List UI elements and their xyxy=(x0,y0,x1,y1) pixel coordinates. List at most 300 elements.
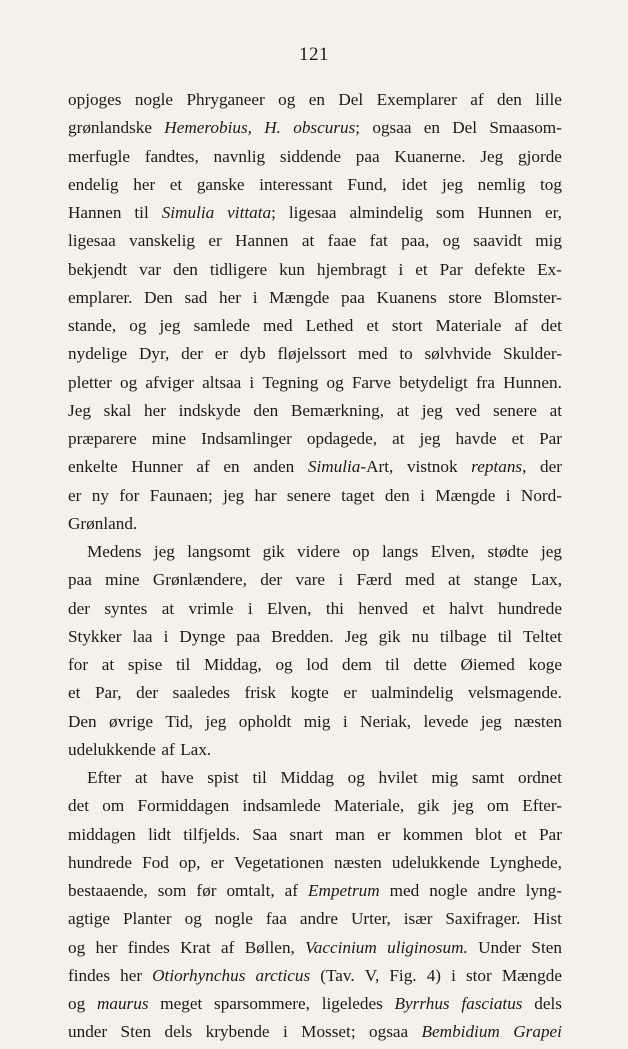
text-line xyxy=(68,397,562,425)
word xyxy=(293,114,360,142)
word: jeg xyxy=(540,542,562,561)
word: dyb xyxy=(239,344,266,364)
word: middagen xyxy=(68,824,136,844)
word: Krat xyxy=(180,937,211,957)
text-line xyxy=(68,86,562,114)
text-line xyxy=(68,651,562,679)
word: meget xyxy=(160,994,203,1013)
word: at xyxy=(301,231,315,251)
word: faae xyxy=(327,231,357,251)
word: velsmagende. xyxy=(467,683,562,703)
word: op xyxy=(352,542,370,561)
text-line xyxy=(68,792,562,820)
text-line xyxy=(68,171,562,199)
word: gik xyxy=(262,542,285,561)
word: Elven, xyxy=(430,542,476,561)
word: Formiddagen xyxy=(137,796,230,816)
italic-word: Grapei xyxy=(513,1022,562,1042)
word: vistnok xyxy=(406,457,458,477)
word: i xyxy=(282,1022,288,1042)
word: Phryganeer xyxy=(186,90,265,109)
word: af xyxy=(221,937,235,957)
word: det xyxy=(540,316,562,335)
word: om xyxy=(102,796,125,816)
word: afviger xyxy=(145,372,195,392)
word: lod xyxy=(306,655,329,674)
word: navnlig xyxy=(213,146,266,166)
word: Elven, xyxy=(267,598,312,618)
word: stande, xyxy=(68,316,117,335)
word: Middag, xyxy=(203,655,262,674)
word: og xyxy=(278,90,296,109)
word: Grønland. xyxy=(68,513,138,533)
word: Saa xyxy=(252,824,278,844)
word: jeg xyxy=(223,485,245,505)
word: med xyxy=(405,570,435,590)
word: kun xyxy=(279,259,305,279)
word: op, xyxy=(178,852,201,872)
word: paa xyxy=(236,626,261,646)
word: havde xyxy=(455,429,497,448)
word: mine xyxy=(151,429,187,448)
word: at xyxy=(101,655,115,674)
word: Hunner xyxy=(131,457,183,477)
word: langs xyxy=(382,542,419,561)
punctuation: ; xyxy=(271,203,276,222)
word: mig xyxy=(431,768,459,787)
word xyxy=(308,453,393,481)
punctuation: -Art, xyxy=(360,457,394,477)
word: jeg xyxy=(452,796,474,816)
word: Fod xyxy=(142,852,169,872)
word: Hist xyxy=(533,909,562,929)
word: gjorde xyxy=(518,146,562,166)
word: her xyxy=(95,937,118,957)
word: i xyxy=(338,570,344,590)
word: der xyxy=(540,457,562,477)
text-line xyxy=(68,708,562,736)
word: jeg xyxy=(159,316,181,335)
word: i xyxy=(342,711,348,731)
word: defekte xyxy=(474,259,526,279)
word: Lax, xyxy=(530,570,562,590)
word: ogsaa xyxy=(369,1022,409,1042)
word: dels xyxy=(534,994,562,1013)
word: til xyxy=(175,655,191,674)
text-line xyxy=(68,114,562,142)
word: og xyxy=(442,231,460,251)
word: Den xyxy=(68,711,97,731)
word: bestaaende, xyxy=(68,881,148,900)
word: mig xyxy=(303,711,331,731)
word: jeg xyxy=(419,429,441,448)
word: nogle xyxy=(214,909,253,929)
word xyxy=(308,877,380,905)
word: bekjendt xyxy=(68,259,128,279)
page-number: 121 xyxy=(299,44,329,65)
text-line xyxy=(68,764,562,792)
word: præparere xyxy=(68,429,137,448)
word: sølvhvide xyxy=(424,344,492,364)
word: og xyxy=(347,768,365,787)
italic-word: Byrrhus xyxy=(394,994,450,1013)
word: saaledes xyxy=(172,683,230,703)
word: ligeledes xyxy=(321,994,383,1013)
text-line xyxy=(68,538,562,566)
word: taget xyxy=(341,485,375,505)
word: der xyxy=(136,683,159,703)
word: og xyxy=(68,994,86,1013)
word: næsten xyxy=(514,711,562,731)
word: stort xyxy=(391,316,423,335)
word: at xyxy=(396,400,410,420)
word: omtalt, xyxy=(226,881,275,900)
word: Bredden. xyxy=(271,626,334,646)
word: for xyxy=(68,655,89,674)
word: opdagede, xyxy=(306,429,378,448)
word xyxy=(264,114,281,142)
word: Lethed xyxy=(305,316,354,335)
text-line xyxy=(68,1018,562,1046)
word: senere xyxy=(492,400,537,420)
word: Jeg xyxy=(68,400,91,420)
word: 4) xyxy=(426,965,442,985)
word: to xyxy=(399,344,413,364)
word: af xyxy=(196,457,210,477)
word: tidligere xyxy=(209,259,268,279)
word: det xyxy=(68,796,89,816)
word: et xyxy=(68,683,81,703)
word: et xyxy=(514,824,527,844)
word: og xyxy=(326,372,344,392)
word: at xyxy=(161,598,175,618)
word: fløjelssort xyxy=(277,344,347,364)
word: tilbage xyxy=(439,626,487,646)
word: under xyxy=(68,1022,108,1042)
text-line xyxy=(68,482,562,510)
word: for xyxy=(119,485,140,505)
word: næsten xyxy=(333,852,382,872)
word: Hannen xyxy=(68,203,122,222)
word: Faunaen; xyxy=(149,485,213,505)
word: et xyxy=(415,259,428,279)
word: den xyxy=(173,259,198,279)
word: Del xyxy=(338,90,364,109)
word: med xyxy=(357,344,388,364)
word: paa xyxy=(341,287,365,307)
word: dette xyxy=(413,655,447,674)
word: krybende xyxy=(205,1022,270,1042)
word: Par, xyxy=(94,683,122,703)
word: her xyxy=(133,174,156,194)
word: langsomt xyxy=(187,542,251,561)
word: Middag xyxy=(280,768,334,787)
italic-word: obscurus xyxy=(293,118,356,138)
word: der xyxy=(181,344,204,364)
word: have xyxy=(161,768,194,787)
text-line xyxy=(68,312,562,340)
word: og xyxy=(129,316,147,335)
text-line xyxy=(68,877,562,905)
word: stor xyxy=(465,965,492,985)
punctuation: ; xyxy=(355,118,361,138)
text-line xyxy=(68,227,562,255)
word: findes xyxy=(127,937,170,957)
word: Under xyxy=(478,937,522,957)
word: i xyxy=(398,259,404,279)
word: stødte xyxy=(487,542,529,561)
text-line xyxy=(68,934,562,962)
italic-word: H. xyxy=(264,118,281,138)
word: fandtes, xyxy=(144,146,199,166)
word: laa xyxy=(132,626,153,646)
word xyxy=(152,962,245,990)
text-line xyxy=(68,736,562,764)
word: videre xyxy=(297,542,340,561)
word: Mosset; xyxy=(301,1022,356,1042)
word: kogte xyxy=(290,683,329,703)
word xyxy=(513,1018,562,1046)
word xyxy=(227,199,276,227)
italic-word: Empetrum xyxy=(308,881,380,900)
word: grønlandske xyxy=(68,118,153,138)
word: Exemplarer xyxy=(376,90,457,109)
word: jeg xyxy=(153,542,175,561)
word xyxy=(422,1018,500,1046)
word: Lynghede, xyxy=(489,852,562,872)
word: jeg xyxy=(205,711,227,731)
word: anden xyxy=(253,457,295,477)
text-line xyxy=(68,340,562,368)
word: Sten xyxy=(120,1022,152,1042)
italic-word: fasciatus xyxy=(461,994,523,1013)
word: andre xyxy=(477,881,516,900)
word: en xyxy=(308,90,325,109)
word: øvrige xyxy=(109,711,153,731)
word: at xyxy=(135,768,148,787)
word: og xyxy=(120,372,138,392)
word: Grønlændere, xyxy=(152,570,247,590)
word: ligesaa xyxy=(288,203,337,222)
text-line xyxy=(68,425,562,453)
word: Vegetationen xyxy=(234,852,324,872)
text-line xyxy=(68,369,562,397)
word: Neriak, xyxy=(360,711,412,731)
word: et xyxy=(169,174,183,194)
word: Hannen xyxy=(235,231,289,251)
word: her xyxy=(219,287,241,307)
text-line xyxy=(68,510,562,538)
italic-word: Simulia xyxy=(307,457,361,477)
word: saavidt xyxy=(473,231,522,251)
word: samt xyxy=(471,768,505,787)
word xyxy=(97,990,149,1018)
text-line xyxy=(68,256,562,284)
word: spise xyxy=(127,655,163,674)
word: Efter- xyxy=(522,796,562,816)
word: faa xyxy=(265,909,287,929)
italic-word: uliginosum. xyxy=(387,937,468,957)
word: jeg xyxy=(442,174,463,194)
word: Bemærkning, xyxy=(290,400,384,420)
word: var xyxy=(139,259,162,279)
word: især xyxy=(403,909,433,929)
word: findes xyxy=(68,965,111,985)
word: nydelige xyxy=(68,344,128,364)
word: samlede xyxy=(193,316,250,335)
word: der xyxy=(68,598,90,618)
word: snart xyxy=(289,824,323,844)
word: jeg xyxy=(421,400,443,420)
word: Stykker xyxy=(68,626,122,646)
word: der xyxy=(260,570,283,590)
word: agtige xyxy=(68,909,110,929)
italic-word: maurus xyxy=(96,994,149,1013)
word: ogsaa xyxy=(372,118,412,138)
italic-word: reptans xyxy=(471,457,523,477)
italic-word: Simulia xyxy=(161,203,215,222)
word: ved xyxy=(455,400,481,420)
word: er xyxy=(377,824,391,844)
word: emplarer. xyxy=(68,287,133,307)
word: i xyxy=(505,485,511,505)
word: fra xyxy=(475,372,496,392)
word: fat xyxy=(369,231,388,251)
word: paa xyxy=(68,570,92,590)
text-line xyxy=(68,905,562,933)
word: Hunnen. xyxy=(503,372,562,392)
text-line xyxy=(68,595,562,623)
word: lyng- xyxy=(525,881,562,900)
word: af xyxy=(470,90,484,109)
punctuation: , xyxy=(522,457,527,477)
word: thi xyxy=(325,598,344,618)
word: almindelig xyxy=(349,203,424,222)
word: ny xyxy=(91,485,109,505)
word: er xyxy=(214,344,229,364)
word: Kuanens xyxy=(376,287,437,307)
word: mig xyxy=(535,231,562,251)
word: i xyxy=(451,965,456,985)
word: af xyxy=(514,316,528,335)
word xyxy=(387,934,468,962)
word: her xyxy=(120,965,143,985)
word: som xyxy=(157,881,187,900)
word xyxy=(255,962,310,990)
word: til xyxy=(134,203,149,222)
word: spist xyxy=(207,768,239,787)
word: et xyxy=(366,316,379,335)
italic-word: Otiorhynchus xyxy=(152,965,246,985)
word: er xyxy=(210,852,224,872)
word: indsamlede xyxy=(242,796,321,816)
word: ordnet xyxy=(517,768,562,787)
word: og xyxy=(68,937,86,957)
word: Hunnen xyxy=(477,203,533,222)
word: i xyxy=(420,485,425,505)
text-line xyxy=(68,849,562,877)
word: til xyxy=(252,768,267,787)
word: stange xyxy=(473,570,518,590)
word: Ex- xyxy=(537,259,562,279)
word: til xyxy=(497,626,513,646)
word: Dyr, xyxy=(138,344,170,364)
word: ualmindelig xyxy=(371,683,454,703)
italic-word: arcticus xyxy=(255,965,311,985)
word: har xyxy=(254,485,277,505)
word: jeg xyxy=(480,711,502,731)
italic-word: Hemerobius, xyxy=(164,118,252,138)
text-line xyxy=(68,623,562,651)
word: Sten xyxy=(531,937,562,957)
word: den xyxy=(253,400,279,420)
word: med xyxy=(262,316,293,335)
word: Den xyxy=(144,287,173,307)
word: opholdt xyxy=(238,711,292,731)
word: (Tav. xyxy=(320,965,355,985)
word: med xyxy=(389,881,420,900)
word: dels xyxy=(164,1022,193,1042)
word: Fig. xyxy=(389,965,417,985)
word: Færd xyxy=(356,570,392,590)
word: Farve xyxy=(351,372,391,392)
text-line xyxy=(68,962,562,990)
word: at xyxy=(448,570,461,590)
text-line xyxy=(68,284,562,312)
word: Saxifrager. xyxy=(445,909,521,929)
word: er xyxy=(343,683,357,703)
word: frisk xyxy=(244,683,276,703)
word: den xyxy=(384,485,410,505)
word: Par xyxy=(539,824,562,844)
word: er xyxy=(68,485,82,505)
word: om xyxy=(487,796,509,816)
word: gik xyxy=(417,796,440,816)
word: Nord- xyxy=(520,485,562,505)
word: syntes xyxy=(104,598,148,618)
word: enkelte xyxy=(68,457,118,477)
word: hvilet xyxy=(378,768,418,787)
word: Mængde xyxy=(269,287,330,307)
word: Jeg xyxy=(344,626,368,646)
word: Dynge xyxy=(179,626,226,646)
word: endelig xyxy=(68,174,119,194)
word: i xyxy=(252,287,258,307)
word: Mængde xyxy=(501,965,562,985)
word: Materiale xyxy=(435,316,502,335)
word: den xyxy=(496,90,522,109)
word: koge xyxy=(528,655,562,674)
word: dem xyxy=(342,655,372,674)
text-line xyxy=(68,566,562,594)
word: Smaasom- xyxy=(489,118,562,138)
word: af xyxy=(284,881,299,900)
word xyxy=(305,934,377,962)
word: vrimle xyxy=(188,598,234,618)
word: udelukkende xyxy=(68,739,156,759)
word: her xyxy=(143,400,166,420)
text-line xyxy=(68,453,562,481)
word: nogle xyxy=(134,90,174,109)
word: Skulder- xyxy=(503,344,562,364)
word: nogle xyxy=(429,881,468,900)
word: nu xyxy=(411,626,429,646)
word: Kuanerne. xyxy=(394,146,466,166)
word: Tegning xyxy=(262,372,319,392)
word: Mængde xyxy=(435,485,496,505)
word xyxy=(164,114,252,142)
word: indskyde xyxy=(178,400,241,420)
